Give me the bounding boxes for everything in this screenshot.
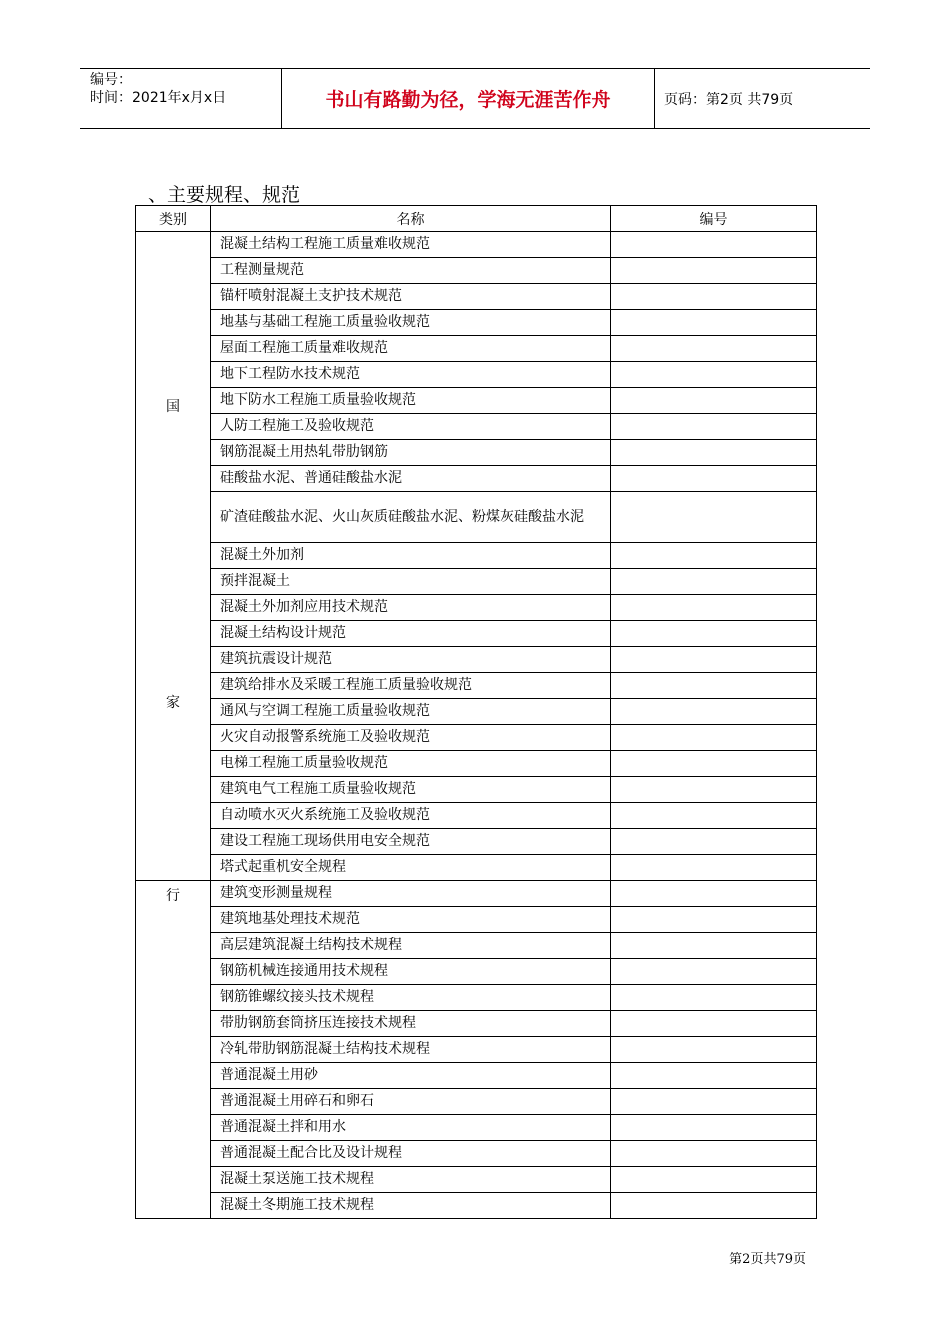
table-row [136, 803, 817, 829]
regulation-name: 高层建筑混凝土结构技术规程 [211, 933, 611, 959]
table-row [136, 1063, 817, 1089]
header-meta [90, 71, 226, 107]
regulation-name: 混凝土结构工程施工质量难收规范 [211, 232, 611, 258]
regulation-name: 矿渣硅酸盐水泥、火山灰质硅酸盐水泥、粉煤灰硅酸盐水泥 [211, 492, 611, 543]
table-row [136, 388, 817, 414]
regulation-code [611, 751, 817, 777]
table-row [136, 284, 817, 310]
table-row [136, 440, 817, 466]
table-row [136, 258, 817, 284]
regulation-code [611, 725, 817, 751]
table-row [136, 855, 817, 881]
regulation-code [611, 284, 817, 310]
regulation-code [611, 388, 817, 414]
regulation-name: 混凝土冬期施工技术规程 [211, 1193, 611, 1219]
regulation-code [611, 1167, 817, 1193]
regulation-name: 普通混凝土配合比及设计规程 [211, 1141, 611, 1167]
header-page-info: 页码：第2页 共79页 [664, 91, 794, 108]
regulation-name: 预拌混凝土 [211, 569, 611, 595]
regulation-code [611, 362, 817, 388]
table-row [136, 829, 817, 855]
regulation-code [611, 466, 817, 492]
regulation-name: 建设工程施工现场供用电安全规范 [211, 829, 611, 855]
table-row [136, 777, 817, 803]
regulation-code [611, 699, 817, 725]
regulation-name: 工程测量规范 [211, 258, 611, 284]
regulation-code [611, 985, 817, 1011]
header-motto: 书山有路勤为径，学海无涯苦作舟 [325, 89, 611, 111]
regulation-code [611, 414, 817, 440]
table-row [136, 569, 817, 595]
regulation-name: 建筑电气工程施工质量验收规范 [211, 777, 611, 803]
regulation-code [611, 803, 817, 829]
header-code: 编号 [611, 206, 817, 232]
regulation-code [611, 569, 817, 595]
regulation-name: 建筑变形测量规程 [211, 881, 611, 907]
regulation-name: 混凝土泵送施工技术规程 [211, 1167, 611, 1193]
table-row [136, 336, 817, 362]
table-row [136, 751, 817, 777]
regulation-code [611, 595, 817, 621]
table-row [136, 414, 817, 440]
regulation-name: 自动喷水灭火系统施工及验收规范 [211, 803, 611, 829]
regulation-code [611, 543, 817, 569]
regulation-name: 建筑抗震设计规范 [211, 647, 611, 673]
regulation-name: 建筑给排水及采暖工程施工质量验收规范 [211, 673, 611, 699]
regulation-code [611, 933, 817, 959]
header-number: 编号： [90, 72, 132, 88]
table-row [136, 492, 817, 543]
regulation-code [611, 855, 817, 881]
regulation-name: 混凝土结构设计规范 [211, 621, 611, 647]
regulation-name: 屋面工程施工质量难收规范 [211, 336, 611, 362]
regulation-name: 普通混凝土拌和用水 [211, 1115, 611, 1141]
regulation-code [611, 232, 817, 258]
section-title: 、主要规程、规范 [148, 184, 301, 206]
regulation-name: 冷轧带肋钢筋混凝土结构技术规程 [211, 1037, 611, 1063]
table-row [136, 699, 817, 725]
regulation-code [611, 1115, 817, 1141]
page-footer: 第2页共79页 [729, 1252, 806, 1267]
regulation-name: 混凝土外加剂 [211, 543, 611, 569]
table-row [136, 647, 817, 673]
regulation-code [611, 621, 817, 647]
table-row [136, 310, 817, 336]
table-row [136, 543, 817, 569]
regulation-name: 锚杆喷射混凝土支护技术规范 [211, 284, 611, 310]
regulation-name: 普通混凝土用砂 [211, 1063, 611, 1089]
regulation-name: 地基与基础工程施工质量验收规范 [211, 310, 611, 336]
regulation-name: 地下防水工程施工质量验收规范 [211, 388, 611, 414]
header-date: 时间：2021年x月x日 [90, 90, 227, 106]
regulation-code [611, 1063, 817, 1089]
regulation-name: 火灾自动报警系统施工及验收规范 [211, 725, 611, 751]
regulation-code [611, 647, 817, 673]
regulation-name: 带肋钢筋套筒挤压连接技术规程 [211, 1011, 611, 1037]
regulation-code [611, 492, 817, 543]
regulation-name: 人防工程施工及验收规范 [211, 414, 611, 440]
regulation-code [611, 440, 817, 466]
table-row [136, 907, 817, 933]
regulation-code [611, 1089, 817, 1115]
category-cell [136, 881, 211, 1219]
regulation-code [611, 336, 817, 362]
category-char: 家 [166, 695, 180, 711]
regulation-name: 钢筋混凝土用热轧带肋钢筋 [211, 440, 611, 466]
table-row [136, 933, 817, 959]
table-row [136, 1193, 817, 1219]
regulation-code [611, 1037, 817, 1063]
table-row [136, 1037, 817, 1063]
table-row [136, 466, 817, 492]
category-char: 国 [166, 399, 180, 415]
table-row [136, 595, 817, 621]
regulation-code [611, 258, 817, 284]
table-row [136, 985, 817, 1011]
regulation-name: 普通混凝土用碎石和卵石 [211, 1089, 611, 1115]
page-header [80, 68, 870, 129]
regulations-table-wrapper [135, 205, 816, 1219]
regulation-name: 建筑地基处理技术规范 [211, 907, 611, 933]
table-row [136, 725, 817, 751]
table-row [136, 1141, 817, 1167]
regulation-name: 钢筋机械连接通用技术规程 [211, 959, 611, 985]
table-row [136, 673, 817, 699]
table-row [136, 1115, 817, 1141]
table-row [136, 1011, 817, 1037]
table-header-row [136, 206, 817, 232]
regulation-name: 塔式起重机安全规程 [211, 855, 611, 881]
regulation-code [611, 881, 817, 907]
regulation-code [611, 829, 817, 855]
regulation-code [611, 907, 817, 933]
table-row [136, 232, 817, 258]
regulation-code [611, 310, 817, 336]
regulation-name: 硅酸盐水泥、普通硅酸盐水泥 [211, 466, 611, 492]
table-body [136, 232, 817, 1219]
table-row [136, 621, 817, 647]
regulation-code [611, 959, 817, 985]
regulation-code [611, 673, 817, 699]
header-name: 名称 [211, 206, 611, 232]
table-row [136, 362, 817, 388]
category-char: 行 [166, 888, 180, 904]
table-row [136, 881, 817, 907]
regulation-name: 通风与空调工程施工质量验收规范 [211, 699, 611, 725]
regulation-code [611, 1193, 817, 1219]
table-row [136, 1089, 817, 1115]
regulation-code [611, 1141, 817, 1167]
regulation-code [611, 1011, 817, 1037]
category-cell [136, 232, 211, 881]
regulation-name: 钢筋锥螺纹接头技术规程 [211, 985, 611, 1011]
header-divider [654, 69, 655, 128]
regulations-table [135, 205, 817, 1219]
table-row [136, 1167, 817, 1193]
regulation-name: 混凝土外加剂应用技术规范 [211, 595, 611, 621]
header-category: 类别 [136, 206, 211, 232]
regulation-name: 电梯工程施工质量验收规范 [211, 751, 611, 777]
regulation-code [611, 777, 817, 803]
table-row [136, 959, 817, 985]
regulation-name: 地下工程防水技术规范 [211, 362, 611, 388]
